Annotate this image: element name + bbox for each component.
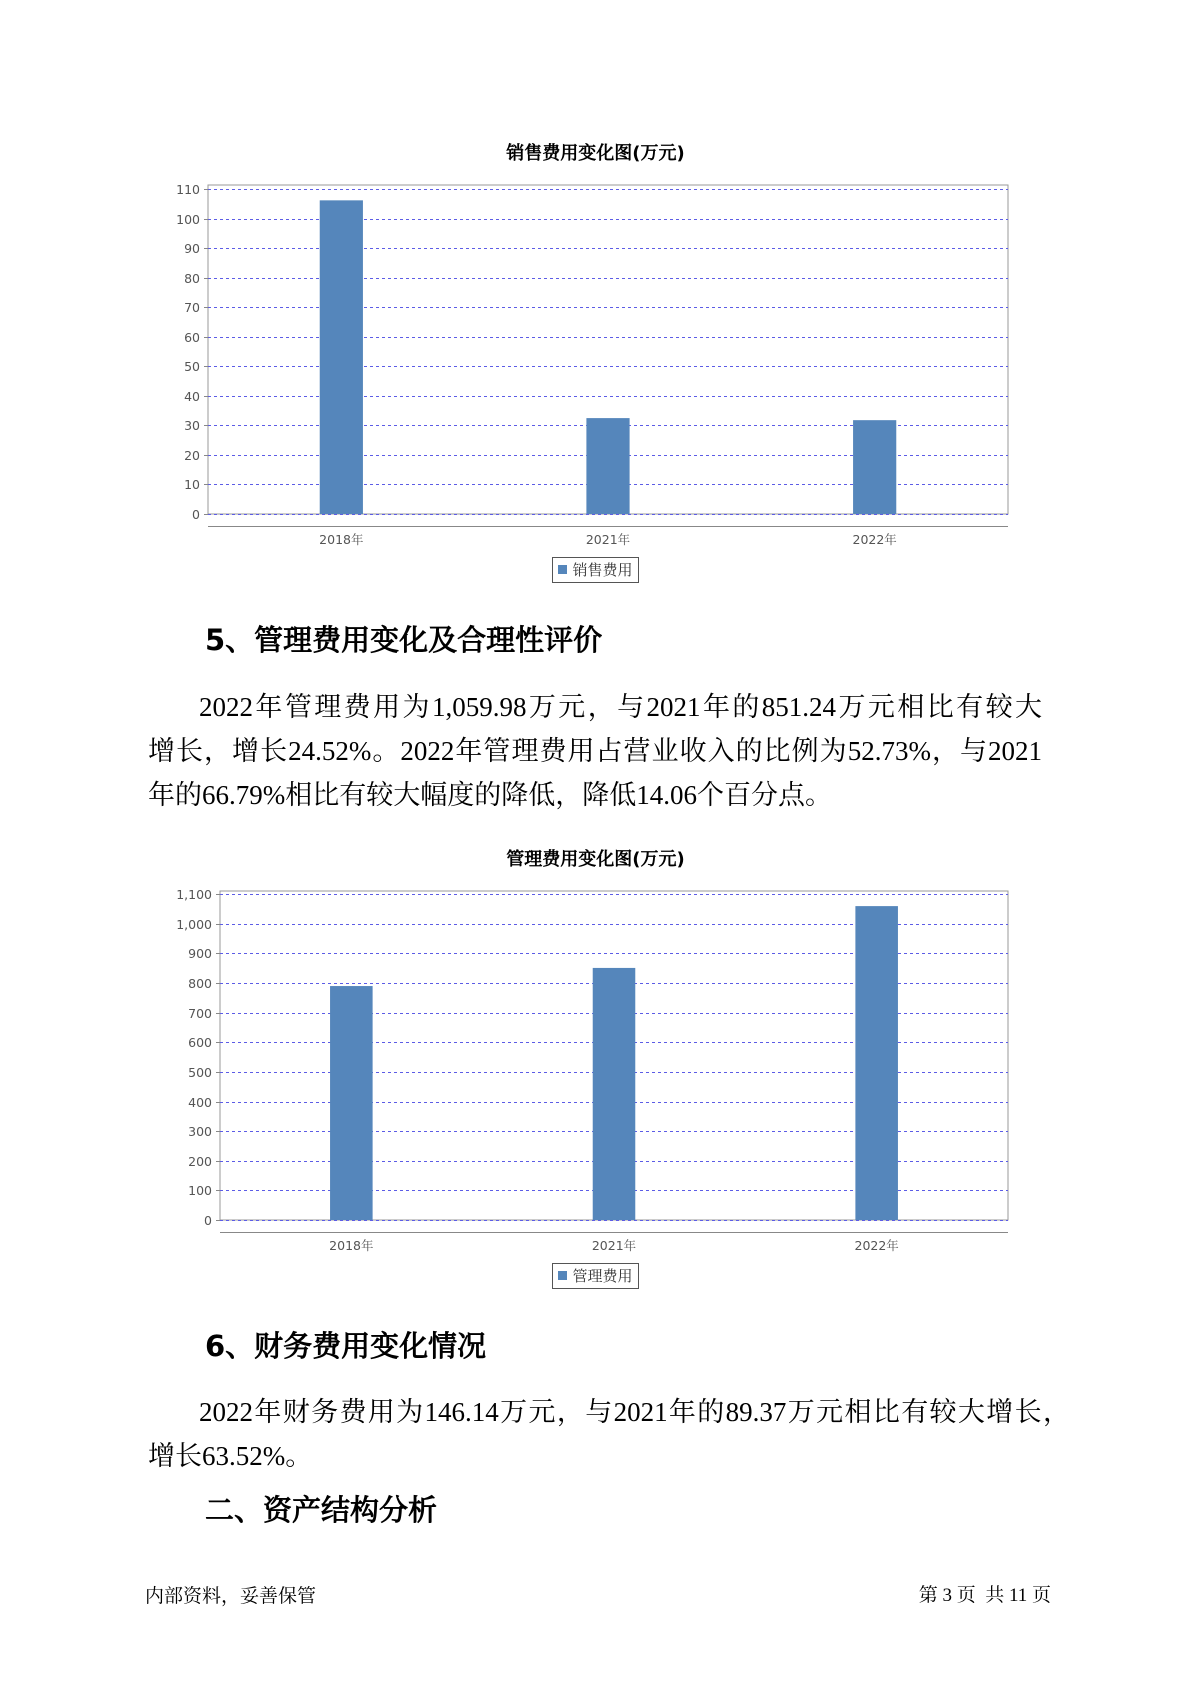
sales-expense-legend-swatch [558,565,567,574]
admin-expense-legend-swatch [558,1271,567,1280]
sales-expense-x-tick-label: 2018年 [319,532,364,547]
sales-expense-y-tick-label: 50 [184,359,200,374]
admin-expense-x-tick-label: 2021年 [591,1238,637,1253]
section-5-paragraph-line: 2022年管理费用为1,059.98万元，与2021年的851.24万元相比有较大 [199,692,1042,722]
sales-expense-legend-box [552,557,638,583]
admin-expense-bar-2018 [330,986,373,1220]
section-6-heading: 6、财务费用变化情况 [205,1329,487,1363]
admin-expense-x-tick-label: 2018年 [329,1238,374,1253]
sales-expense-y-tick-label: 60 [184,330,200,345]
sales-expense-legend [0,557,1191,583]
admin-expense-y-tick-label: 600 [188,1035,212,1050]
admin-expense-y-tick-label: 500 [188,1065,212,1080]
admin-expense-chart-title: 管理费用变化图(万元) [506,849,685,870]
admin-expense-y-tick-label: 200 [188,1154,212,1169]
admin-expense-legend-label: 管理费用 [572,1267,633,1285]
sales-expense-y-tick-label: 40 [184,389,200,404]
footer-page-number: 第 3 页 共 11 页 [918,1585,1051,1606]
sales-expense-chart [0,170,1191,560]
admin-expense-y-tick-label: 100 [188,1183,212,1198]
admin-expense-bar-2022 [855,906,898,1220]
asset-structure-heading: 二、资产结构分析 [205,1493,438,1527]
sales-expense-y-tick-label: 110 [176,182,200,197]
sales-expense-y-tick-label: 10 [184,477,200,492]
admin-expense-x-tick-label: 2022年 [854,1238,899,1253]
section-6-paragraph-line: 2022年财务费用为146.14万元，与2021年的89.37万元相比有较大增长， [199,1397,1070,1427]
admin-expense-y-tick-label: 1,000 [176,917,212,932]
sales-expense-x-tick-label: 2021年 [585,532,631,547]
sales-expense-y-tick-label: 90 [184,241,200,256]
section-5-heading: 5、管理费用变化及合理性评价 [205,623,603,657]
admin-expense-y-tick-label: 0 [204,1213,212,1228]
sales-expense-y-tick-label: 70 [184,300,200,315]
section-5-paragraph-line: 年的66.79%相比有较大幅度的降低，降低14.06个百分点。 [148,780,832,810]
admin-expense-legend [0,1263,1191,1289]
footer-confidential-note: 内部资料，妥善保管 [145,1585,317,1607]
section-5-paragraph-line: 增长，增长24.52%。2022年管理费用占营业收入的比例为52.73%，与2021 [148,736,1042,766]
sales-expense-legend-label: 销售费用 [572,561,633,579]
sales-expense-bar-2018 [320,200,363,514]
sales-expense-bar-2022 [853,420,896,514]
sales-expense-y-tick-label: 80 [184,271,200,286]
admin-expense-y-tick-label: 300 [188,1124,212,1139]
admin-expense-y-tick-label: 1,100 [176,887,212,902]
sales-expense-y-tick-label: 20 [184,448,200,463]
sales-expense-x-tick-label: 2022年 [852,532,897,547]
admin-expense-y-tick-label: 800 [188,976,212,991]
section-6-paragraph-line: 增长63.52%。 [148,1441,313,1471]
admin-expense-chart [0,876,1191,1266]
sales-expense-chart-title: 销售费用变化图(万元) [506,143,685,164]
sales-expense-y-tick-label: 30 [184,418,200,433]
sales-expense-bar-2021 [586,418,629,514]
sales-expense-y-tick-label: 100 [176,212,200,227]
admin-expense-bar-2021 [593,968,636,1220]
sales-expense-y-tick-label: 0 [192,507,200,522]
admin-expense-legend-box [552,1263,638,1289]
admin-expense-y-tick-label: 900 [188,946,212,961]
admin-expense-y-tick-label: 700 [188,1006,212,1021]
admin-expense-y-tick-label: 400 [188,1095,212,1110]
